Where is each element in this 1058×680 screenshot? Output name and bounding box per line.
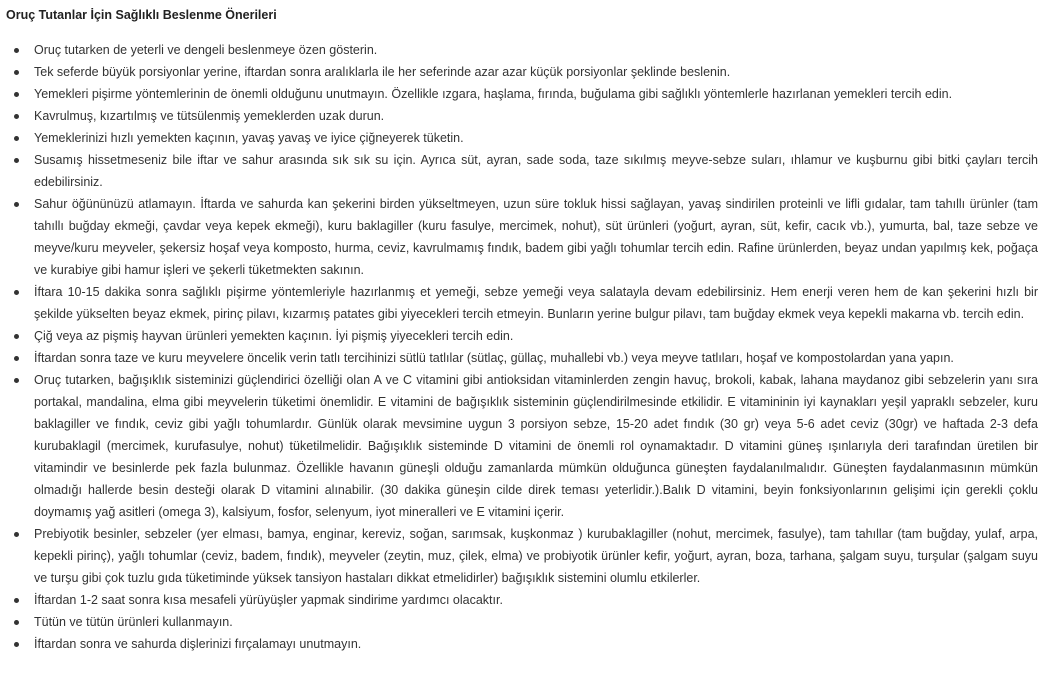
list-item: Kavrulmuş, kızartılmış ve tütsülenmiş yemeklerden uzak durun. — [34, 105, 1038, 127]
list-item: Susamış hissetmeseniz bile iftar ve sahur arasında sık sık su için. Ayrıca süt, ayran, sade soda, taze sıkılmış meyve-sebze suları, ıhlamur ve kuşburnu gibi bitki çayları tercih edebilirsiniz. — [34, 149, 1038, 193]
list-item: İftardan sonra taze ve kuru meyvelere öncelik verin tatlı tercihinizi sütlü tatlılar (sütlaç, güllaç, muhallebi vb.) veya meyve tatlıları, hoşaf ve kompostolardan yana yapın. — [34, 347, 1038, 369]
list-item: Tütün ve tütün ürünleri kullanmayın. — [34, 611, 1038, 633]
list-item: İftara 10-15 dakika sonra sağlıklı pişirme yöntemleriyle hazırlanmış et yemeği, sebze yemeği veya salatayla devam edebilirsiniz. Hem enerji veren hem de kan şekerini hızlı bir şekilde yükselten beyaz ekmek, pirinç pilavı, kızarmış patates gibi yiyecekleri tercih etmeyin. Bunların yerine bulgur pilavı, tam buğday ekmek veya kepekli makarna vb. tercih edin. — [34, 281, 1038, 325]
list-item: Tek seferde büyük porsiyonlar yerine, iftardan sonra aralıklarla ile her seferinde azar azar küçük porsiyonlar şeklinde beslenin. — [34, 61, 1038, 83]
list-item: Yemeklerinizi hızlı yemekten kaçının, yavaş yavaş ve iyice çiğneyerek tüketin. — [34, 127, 1038, 149]
list-item: Yemekleri pişirme yöntemlerinin de önemli olduğunu unutmayın. Özellikle ızgara, haşlama, fırında, buğulama gibi sağlıklı yöntemlerle hazırlanan yemekleri tercih edin. — [34, 83, 1038, 105]
list-item: İftardan sonra ve sahurda dişlerinizi fırçalamayı unutmayın. — [34, 633, 1038, 655]
list-item: Prebiyotik besinler, sebzeler (yer elması, bamya, enginar, kereviz, soğan, sarımsak, kuşkonmaz ) kurubaklagiller (nohut, mercimek, fasulye), tam tahıllar (tam buğday, yulaf, arpa, kepekli pirinç), yağlı tohumlar (ceviz, badem, fındık), meyveler (zeytin, muz, çilek, elma) ve probiyotik ürünler kefir, yoğurt, ayran, boza, tarhana, şalgam suyu, turşular (şalgam suyu ve turşu gibi çok tuzlu gıda tüketiminde yüksek tansiyon hastaları dikkat etmelidirler) bağışıklık sistemini olumlu etkilerler. — [34, 523, 1038, 589]
list-item: Sahur öğününüzü atlamayın. İftarda ve sahurda kan şekerini birden yükseltmeyen, uzun süre tokluk hissi sağlayan, yavaş sindirilen proteinli ve lifli gıdalar, tam tahıllı ürünler (tam tahıllı buğday ekmeği, çavdar veya kepek ekmeği), kuru baklagiller (kuru fasulye, mercimek, nohut), süt ürünleri (yoğurt, ayran, süt, kefir, cacık vb.), yumurta, bal, taze sebze ve meyve/kuru meyveler, şekersiz hoşaf veya komposto, hurma, ceviz, kavrulmamış fındık, badem gibi yağlı tohumlar tercih edin. Rafine ürünlerden, beyaz undan yapılmış kek, poğaça ve kurabiye gibi hamur işleri ve şekerli tüketmekten sakının. — [34, 193, 1038, 281]
list-item: Çiğ veya az pişmiş hayvan ürünleri yemekten kaçının. İyi pişmiş yiyecekleri tercih edin. — [34, 325, 1038, 347]
list-item: Oruç tutarken, bağışıklık sisteminizi güçlendirici özelliği olan A ve C vitamini gibi antioksidan vitaminlerden zengin havuç, brokoli, kabak, lahana maydanoz gibi sebzelerin yanı sıra portakal, mandalina, elma gibi meyvelerin tüketimi önemlidir. E vitamini de bağışıklık sisteminin güçlendirilmesinde etkilidir. E vitamininin iyi kaynakları yeşil yapraklı sebzeler, kuru baklagiller ve fındık, ceviz gibi yağlı tohumlardır. Günlük olarak mevsimine uygun 3 porsiyon sebze, 15-20 adet fındık (30 gr) veya 5-6 adet ceviz (30gr) ve haftada 2-3 defa kurubaklagil (mercimek, kurufasulye, nohut) tüketilmelidir. Bağışıklık sisteminde D vitamini de önemli rol oynamaktadır. D vitamini güneş ışınlarıyla deri tarafından üretilen bir vitamindir ve besinlerde pek fazla bulunmaz. Özellikle havanın güneşli olduğu zamanlarda mümkün olduğunca güneşten faydalanılmalıdır. Güneşten faydalanmasının mümkün olmadığı hallerde besin desteği olarak D vitamini alınabilir. (30 dakika güneşin cilde direk teması yeterlidir.).Balık D vitamini, beyin fonksiyonlarının gelişimi için gerekli çoklu doymamış yağ asitleri (omega 3), kalsiyum, fosfor, selenyum, iyot mineralleri ve E vitamini içerir. — [34, 369, 1038, 523]
list-item: İftardan 1-2 saat sonra kısa mesafeli yürüyüşler yapmak sindirime yardımcı olacaktır. — [34, 589, 1038, 611]
list-item: Oruç tutarken de yeterli ve dengeli beslenmeye özen gösterin. — [34, 39, 1038, 61]
page-title: Oruç Tutanlar İçin Sağlıklı Beslenme Önerileri — [6, 8, 277, 22]
tips-list — [6, 39, 1038, 655]
